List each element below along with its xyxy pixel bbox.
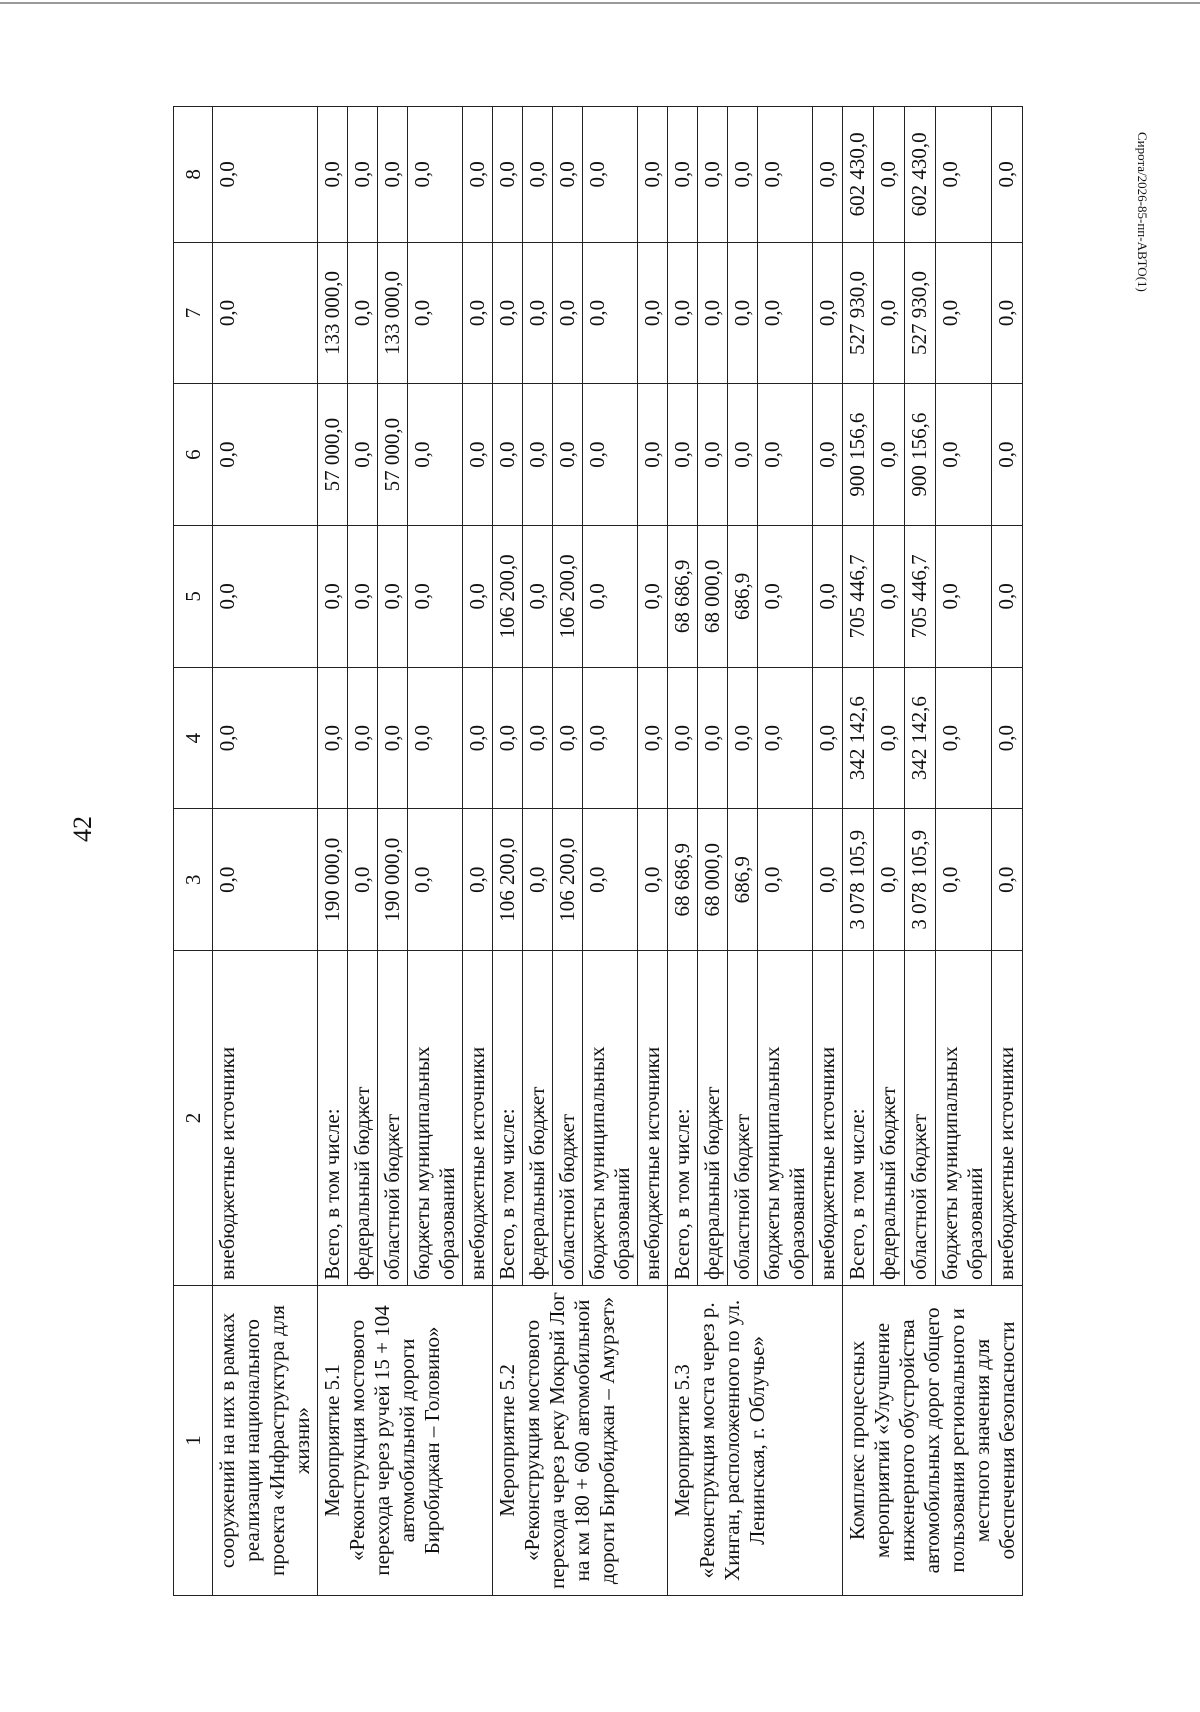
amount-cell: 0,0	[213, 526, 318, 668]
header-cell: 2	[174, 951, 213, 1286]
amount-cell: 0,0	[873, 667, 904, 809]
funding-source-cell: Всего, в том числе:	[668, 951, 698, 1286]
amount-cell: 3 078 105,9	[904, 809, 935, 951]
amount-cell: 527 930,0	[843, 242, 874, 384]
amount-cell: 0,0	[758, 667, 813, 809]
amount-cell: 0,0	[813, 809, 843, 951]
measure-name-cell: Комплекс процессных мероприятий «Улучшение инженерного обустройства автомобильных дорог общего пользования регионального и местного значения для обеспечения безопасности	[843, 1285, 1023, 1595]
amount-cell: 0,0	[318, 526, 348, 668]
funding-source-cell: внебюджетные источники	[638, 951, 668, 1286]
amount-cell: 0,0	[493, 384, 523, 526]
amount-cell: 3 078 105,9	[843, 809, 874, 951]
amount-cell: 0,0	[493, 107, 523, 243]
amount-cell: 0,0	[873, 107, 904, 243]
amount-cell: 0,0	[348, 107, 378, 243]
footer-code: Сирота/2026-85-пп-АВТО(1)	[1135, 132, 1150, 292]
amount-cell: 0,0	[408, 242, 463, 384]
amount-cell: 0,0	[583, 242, 638, 384]
amount-cell: 0,0	[463, 107, 493, 243]
amount-cell: 0,0	[523, 809, 553, 951]
amount-cell: 0,0	[348, 809, 378, 951]
amount-cell: 0,0	[873, 384, 904, 526]
amount-cell: 0,0	[728, 384, 758, 526]
measure-name-cell: Мероприятие 5.3 «Реконструкция моста через р. Хинган, расположенного по ул. Ленинская, г. Облучье»	[668, 1285, 843, 1595]
amount-cell: 0,0	[553, 242, 583, 384]
funding-source-cell: внебюджетные источники	[213, 951, 318, 1286]
header-cell: 6	[174, 384, 213, 526]
amount-cell: 0,0	[935, 384, 992, 526]
funding-source-cell: бюджеты муниципальных образований	[758, 951, 813, 1286]
amount-cell: 0,0	[463, 809, 493, 951]
amount-cell: 0,0	[408, 384, 463, 526]
amount-cell: 0,0	[213, 384, 318, 526]
amount-cell: 0,0	[758, 107, 813, 243]
funding-source-cell: внебюджетные источники	[813, 951, 843, 1286]
amount-cell: 0,0	[698, 242, 728, 384]
funding-source-cell: внебюджетные источники	[463, 951, 493, 1286]
amount-cell: 0,0	[463, 667, 493, 809]
amount-cell: 0,0	[935, 809, 992, 951]
amount-cell: 0,0	[873, 242, 904, 384]
amount-cell: 900 156,6	[904, 384, 935, 526]
amount-cell: 0,0	[213, 809, 318, 951]
amount-cell: 68 686,9	[668, 526, 698, 668]
amount-cell: 0,0	[873, 526, 904, 668]
measure-name-cell: сооружений на них в рамках реализации национального проекта «Инфраструктура для жизни»	[213, 1285, 318, 1595]
amount-cell: 0,0	[583, 809, 638, 951]
amount-cell: 0,0	[638, 667, 668, 809]
amount-cell: 0,0	[668, 667, 698, 809]
amount-cell: 0,0	[698, 384, 728, 526]
amount-cell: 602 430,0	[904, 107, 935, 243]
amount-cell: 0,0	[935, 526, 992, 668]
amount-cell: 0,0	[638, 384, 668, 526]
top-rule	[0, 2, 1200, 4]
amount-cell: 68 686,9	[668, 809, 698, 951]
amount-cell: 0,0	[348, 242, 378, 384]
table-row	[668, 107, 698, 1596]
funding-source-cell: внебюджетные источники	[992, 951, 1023, 1286]
amount-cell: 342 142,6	[904, 667, 935, 809]
amount-cell: 0,0	[408, 809, 463, 951]
amount-cell: 0,0	[583, 384, 638, 526]
amount-cell: 0,0	[463, 526, 493, 668]
header-row	[174, 107, 213, 1596]
amount-cell: 0,0	[408, 667, 463, 809]
page-number: 42	[68, 816, 97, 842]
funding-source-cell: федеральный бюджет	[698, 951, 728, 1286]
amount-cell: 0,0	[348, 384, 378, 526]
amount-cell: 0,0	[523, 384, 553, 526]
amount-cell: 0,0	[935, 242, 992, 384]
amount-cell: 0,0	[408, 107, 463, 243]
funding-source-cell: областной бюджет	[904, 951, 935, 1286]
header-cell: 4	[174, 667, 213, 809]
amount-cell: 0,0	[348, 526, 378, 668]
measure-name-cell: Мероприятие 5.1 «Реконструкция мостового перехода через ручей 15 + 104 автомобильной дороги Биробиджан – Головино»	[318, 1285, 493, 1595]
amount-cell: 0,0	[583, 107, 638, 243]
amount-cell: 106 200,0	[493, 809, 523, 951]
amount-cell: 190 000,0	[318, 809, 348, 951]
amount-cell: 0,0	[728, 667, 758, 809]
amount-cell: 0,0	[638, 242, 668, 384]
amount-cell: 0,0	[523, 242, 553, 384]
funding-source-cell: областной бюджет	[553, 951, 583, 1286]
amount-cell: 686,9	[728, 809, 758, 951]
amount-cell: 0,0	[638, 526, 668, 668]
amount-cell: 0,0	[813, 384, 843, 526]
header-cell: 3	[174, 809, 213, 951]
amount-cell: 602 430,0	[843, 107, 874, 243]
header-cell: 5	[174, 526, 213, 668]
amount-cell: 0,0	[583, 667, 638, 809]
amount-cell: 0,0	[553, 384, 583, 526]
amount-cell: 0,0	[813, 242, 843, 384]
amount-cell: 0,0	[493, 242, 523, 384]
amount-cell: 0,0	[935, 667, 992, 809]
table-body	[174, 107, 1023, 1596]
amount-cell: 527 930,0	[904, 242, 935, 384]
amount-cell: 0,0	[992, 242, 1023, 384]
amount-cell: 0,0	[463, 384, 493, 526]
amount-cell: 0,0	[348, 667, 378, 809]
amount-cell: 0,0	[758, 384, 813, 526]
table-row	[843, 107, 874, 1596]
measure-name-cell: Мероприятие 5.2 «Реконструкция мостового перехода через реку Мокрый Лог на км 180 + 600 автомобильной дороги Биробиджан – Амурзет»	[493, 1285, 668, 1595]
amount-cell: 106 200,0	[553, 526, 583, 668]
amount-cell: 0,0	[213, 667, 318, 809]
funding-source-cell: бюджеты муниципальных образований	[408, 951, 463, 1286]
amount-cell: 0,0	[493, 667, 523, 809]
amount-cell: 705 446,7	[904, 526, 935, 668]
amount-cell: 57 000,0	[378, 384, 408, 526]
funding-source-cell: областной бюджет	[728, 951, 758, 1286]
amount-cell: 0,0	[523, 667, 553, 809]
amount-cell: 0,0	[378, 667, 408, 809]
amount-cell: 0,0	[318, 667, 348, 809]
amount-cell: 0,0	[583, 526, 638, 668]
amount-cell: 0,0	[992, 384, 1023, 526]
funding-source-cell: федеральный бюджет	[873, 951, 904, 1286]
header-cell: 1	[174, 1285, 213, 1595]
amount-cell: 0,0	[668, 107, 698, 243]
amount-cell: 0,0	[378, 526, 408, 668]
funding-source-cell: бюджеты муниципальных образований	[583, 951, 638, 1286]
funding-source-cell: бюджеты муниципальных образований	[935, 951, 992, 1286]
amount-cell: 686,9	[728, 526, 758, 668]
table-row	[213, 107, 318, 1596]
rotated-table-sheet	[173, 106, 1093, 1596]
amount-cell: 0,0	[698, 107, 728, 243]
amount-cell: 0,0	[758, 809, 813, 951]
amount-cell: 0,0	[668, 242, 698, 384]
amount-cell: 0,0	[523, 526, 553, 668]
amount-cell: 106 200,0	[553, 809, 583, 951]
amount-cell: 0,0	[758, 526, 813, 668]
amount-cell: 0,0	[813, 526, 843, 668]
amount-cell: 0,0	[935, 107, 992, 243]
amount-cell: 0,0	[553, 107, 583, 243]
funding-source-cell: федеральный бюджет	[348, 951, 378, 1286]
amount-cell: 705 446,7	[843, 526, 874, 668]
amount-cell: 0,0	[213, 242, 318, 384]
funding-source-cell: федеральный бюджет	[523, 951, 553, 1286]
amount-cell: 0,0	[213, 107, 318, 243]
amount-cell: 68 000,0	[698, 809, 728, 951]
amount-cell: 0,0	[813, 107, 843, 243]
table-row	[493, 107, 523, 1596]
table-row	[318, 107, 348, 1596]
amount-cell: 0,0	[758, 242, 813, 384]
amount-cell: 0,0	[992, 667, 1023, 809]
amount-cell: 106 200,0	[493, 526, 523, 668]
amount-cell: 0,0	[668, 384, 698, 526]
funding-source-cell: Всего, в том числе:	[318, 951, 348, 1286]
funding-source-cell: Всего, в том числе:	[843, 951, 874, 1286]
amount-cell: 0,0	[318, 107, 348, 243]
amount-cell: 0,0	[992, 526, 1023, 668]
amount-cell: 0,0	[378, 107, 408, 243]
amount-cell: 0,0	[992, 107, 1023, 243]
amount-cell: 0,0	[813, 667, 843, 809]
amount-cell: 0,0	[873, 809, 904, 951]
amount-cell: 133 000,0	[378, 242, 408, 384]
funding-source-cell: областной бюджет	[378, 951, 408, 1286]
amount-cell: 190 000,0	[378, 809, 408, 951]
amount-cell: 0,0	[992, 809, 1023, 951]
funding-source-cell: Всего, в том числе:	[493, 951, 523, 1286]
amount-cell: 0,0	[638, 809, 668, 951]
amount-cell: 68 000,0	[698, 526, 728, 668]
amount-cell: 0,0	[408, 526, 463, 668]
amount-cell: 0,0	[638, 107, 668, 243]
amount-cell: 0,0	[463, 242, 493, 384]
amount-cell: 0,0	[728, 107, 758, 243]
amount-cell: 133 000,0	[318, 242, 348, 384]
amount-cell: 0,0	[698, 667, 728, 809]
amount-cell: 0,0	[523, 107, 553, 243]
amount-cell: 342 142,6	[843, 667, 874, 809]
amount-cell: 0,0	[728, 242, 758, 384]
amount-cell: 0,0	[553, 667, 583, 809]
amount-cell: 900 156,6	[843, 384, 874, 526]
header-cell: 7	[174, 242, 213, 384]
budget-table	[173, 106, 1023, 1596]
amount-cell: 57 000,0	[318, 384, 348, 526]
header-cell: 8	[174, 107, 213, 243]
